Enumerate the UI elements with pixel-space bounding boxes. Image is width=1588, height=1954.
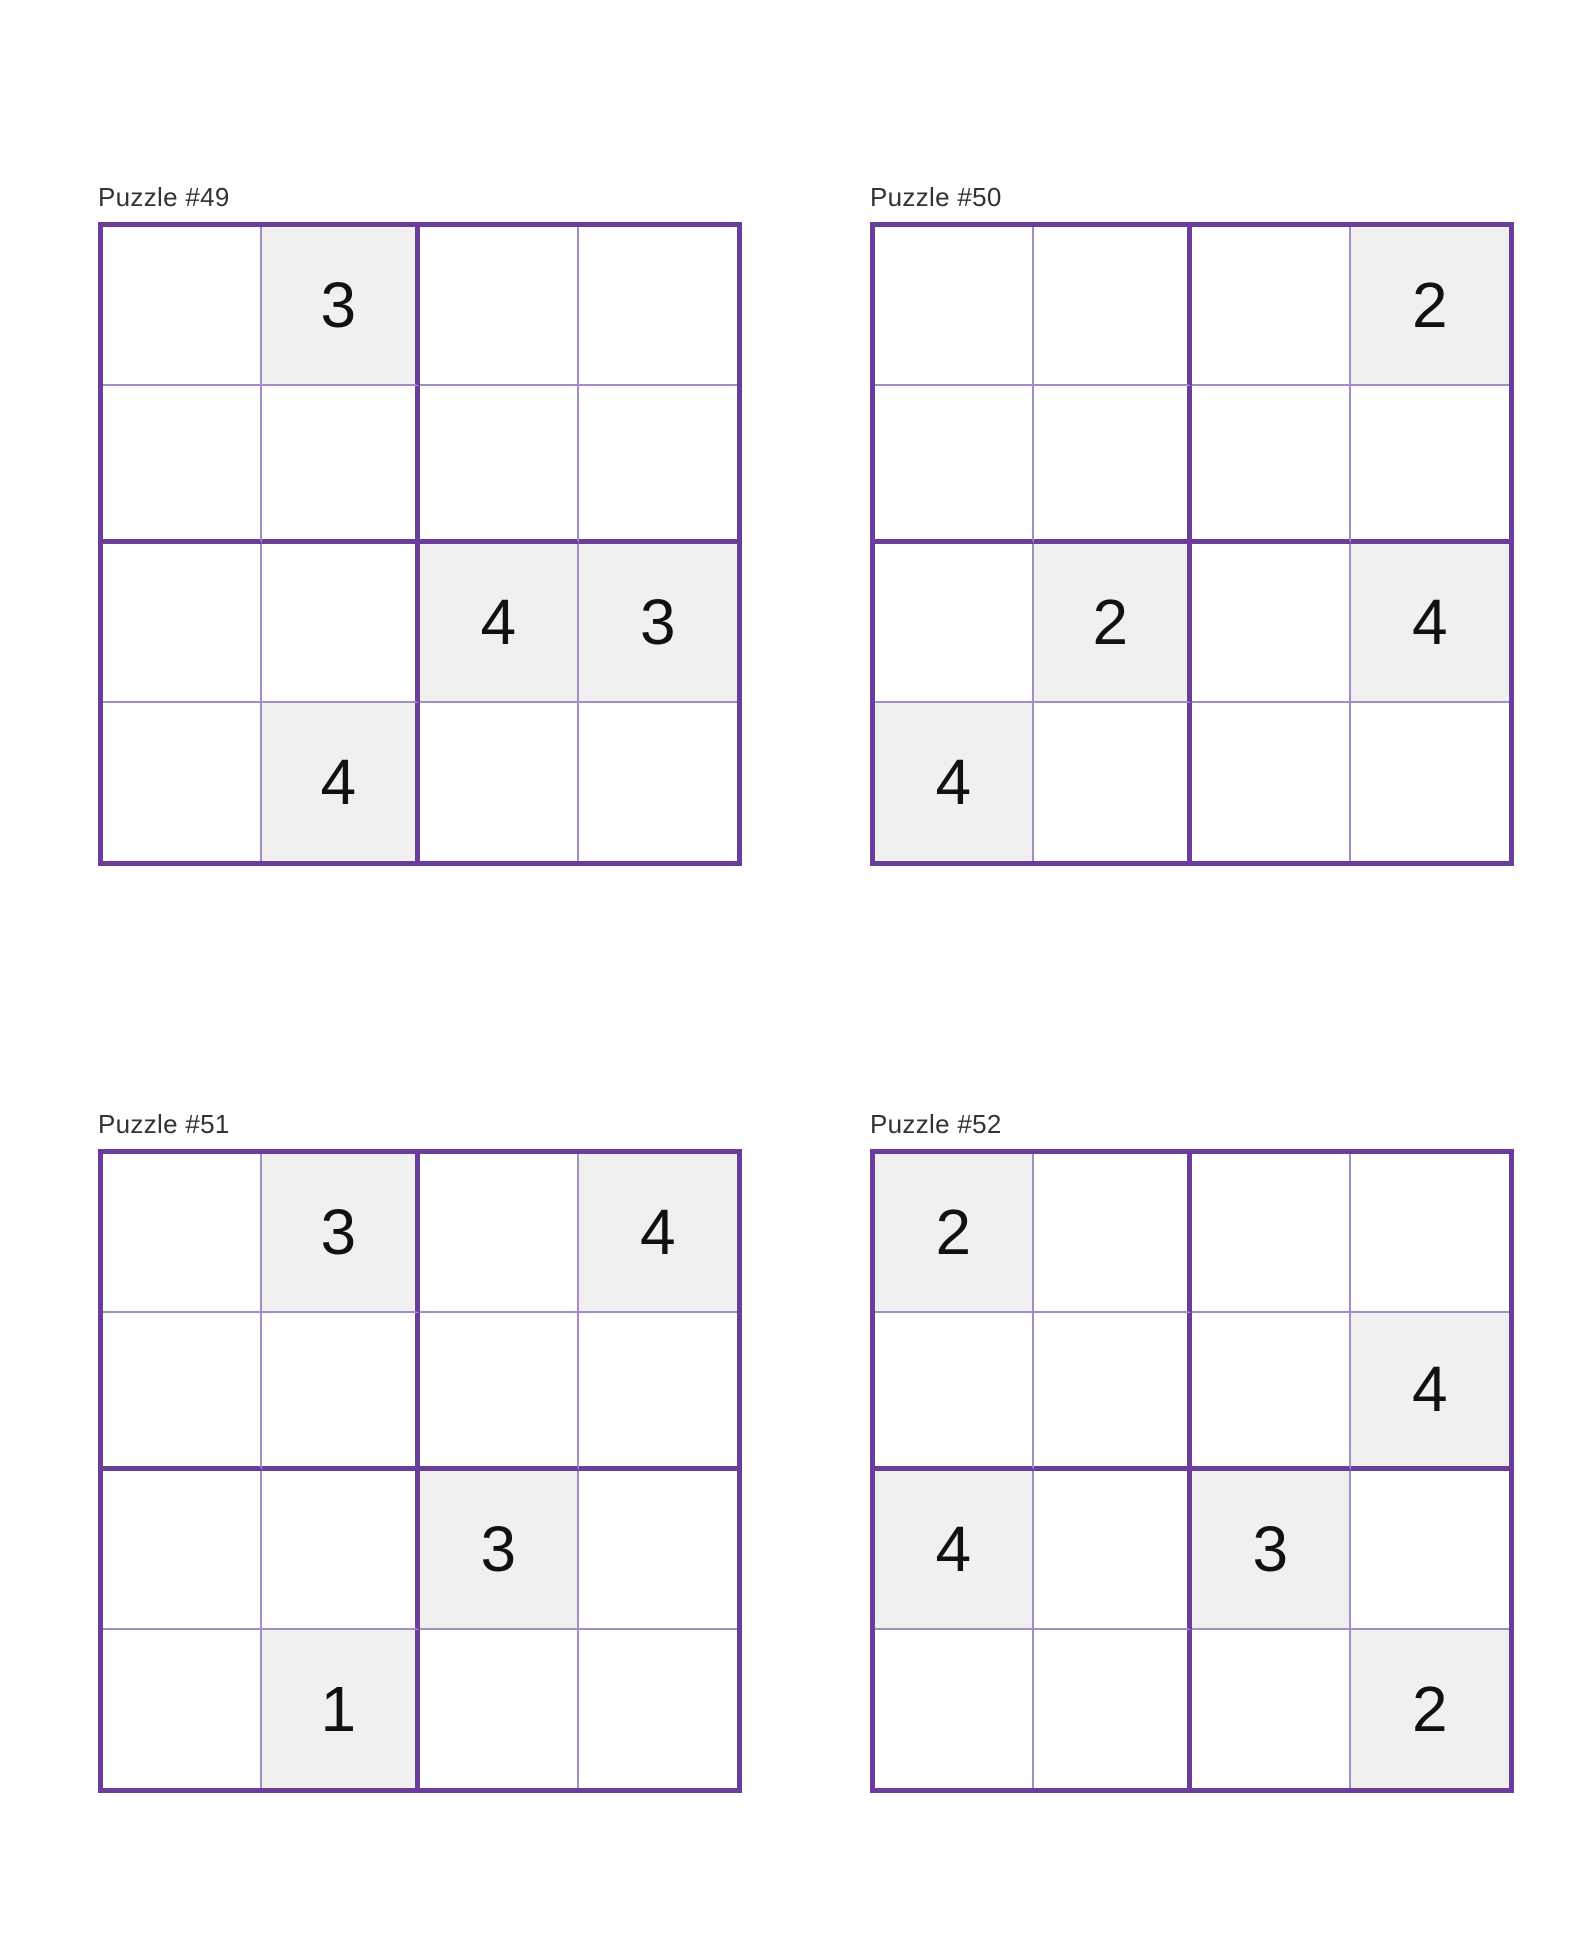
empty-cell[interactable] xyxy=(1192,1154,1351,1313)
puzzle-49 xyxy=(98,180,742,866)
empty-cell[interactable] xyxy=(420,1154,579,1313)
puzzle-title: Puzzle #50 xyxy=(870,182,1002,212)
empty-cell[interactable] xyxy=(103,386,262,545)
given-cell: 4 xyxy=(579,1154,738,1313)
empty-cell[interactable] xyxy=(875,386,1034,545)
empty-cell[interactable] xyxy=(579,703,738,862)
empty-cell[interactable] xyxy=(1034,386,1193,545)
given-cell: 2 xyxy=(1351,1630,1510,1789)
given-cell: 2 xyxy=(1034,544,1193,703)
given-cell: 3 xyxy=(262,227,421,386)
empty-cell[interactable] xyxy=(579,1471,738,1630)
empty-cell[interactable] xyxy=(1351,386,1510,545)
empty-cell[interactable] xyxy=(103,227,262,386)
empty-cell[interactable] xyxy=(1034,1630,1193,1789)
empty-cell[interactable] xyxy=(1192,386,1351,545)
empty-cell[interactable] xyxy=(1192,1630,1351,1789)
puzzle-title: Puzzle #49 xyxy=(98,182,230,212)
sudoku-grid xyxy=(870,1149,1514,1793)
empty-cell[interactable] xyxy=(262,544,421,703)
puzzle-51 xyxy=(98,1107,742,1793)
puzzle-52 xyxy=(870,1107,1514,1793)
empty-cell[interactable] xyxy=(103,1154,262,1313)
empty-cell[interactable] xyxy=(1192,544,1351,703)
puzzle-title: Puzzle #51 xyxy=(98,1109,230,1139)
given-cell: 4 xyxy=(1351,1313,1510,1472)
empty-cell[interactable] xyxy=(1034,227,1193,386)
given-cell: 4 xyxy=(1351,544,1510,703)
given-cell: 4 xyxy=(875,1471,1034,1630)
empty-cell[interactable] xyxy=(579,1313,738,1472)
empty-cell[interactable] xyxy=(1351,1154,1510,1313)
empty-cell[interactable] xyxy=(579,227,738,386)
empty-cell[interactable] xyxy=(420,227,579,386)
sudoku-grid xyxy=(870,222,1514,866)
empty-cell[interactable] xyxy=(1351,703,1510,862)
empty-cell[interactable] xyxy=(103,1630,262,1789)
empty-cell[interactable] xyxy=(1034,1471,1193,1630)
given-cell: 2 xyxy=(1351,227,1510,386)
given-cell: 4 xyxy=(420,544,579,703)
empty-cell[interactable] xyxy=(103,703,262,862)
empty-cell[interactable] xyxy=(875,1313,1034,1472)
empty-cell[interactable] xyxy=(420,1313,579,1472)
empty-cell[interactable] xyxy=(103,1313,262,1472)
empty-cell[interactable] xyxy=(262,386,421,545)
given-cell: 2 xyxy=(875,1154,1034,1313)
empty-cell[interactable] xyxy=(1351,1471,1510,1630)
empty-cell[interactable] xyxy=(420,1630,579,1789)
given-cell: 4 xyxy=(262,703,421,862)
empty-cell[interactable] xyxy=(262,1471,421,1630)
empty-cell[interactable] xyxy=(103,544,262,703)
puzzle-title: Puzzle #52 xyxy=(870,1109,1002,1139)
empty-cell[interactable] xyxy=(875,1630,1034,1789)
empty-cell[interactable] xyxy=(579,1630,738,1789)
given-cell: 3 xyxy=(579,544,738,703)
empty-cell[interactable] xyxy=(262,1313,421,1472)
empty-cell[interactable] xyxy=(579,386,738,545)
empty-cell[interactable] xyxy=(1192,227,1351,386)
given-cell: 3 xyxy=(420,1471,579,1630)
empty-cell[interactable] xyxy=(1034,1313,1193,1472)
empty-cell[interactable] xyxy=(875,227,1034,386)
sudoku-grid xyxy=(98,222,742,866)
empty-cell[interactable] xyxy=(1192,703,1351,862)
given-cell: 3 xyxy=(262,1154,421,1313)
empty-cell[interactable] xyxy=(1192,1313,1351,1472)
given-cell: 3 xyxy=(1192,1471,1351,1630)
sudoku-grid xyxy=(98,1149,742,1793)
empty-cell[interactable] xyxy=(420,703,579,862)
empty-cell[interactable] xyxy=(1034,703,1193,862)
puzzle-50 xyxy=(870,180,1514,866)
empty-cell[interactable] xyxy=(1034,1154,1193,1313)
given-cell: 4 xyxy=(875,703,1034,862)
empty-cell[interactable] xyxy=(875,544,1034,703)
given-cell: 1 xyxy=(262,1630,421,1789)
empty-cell[interactable] xyxy=(420,386,579,545)
empty-cell[interactable] xyxy=(103,1471,262,1630)
